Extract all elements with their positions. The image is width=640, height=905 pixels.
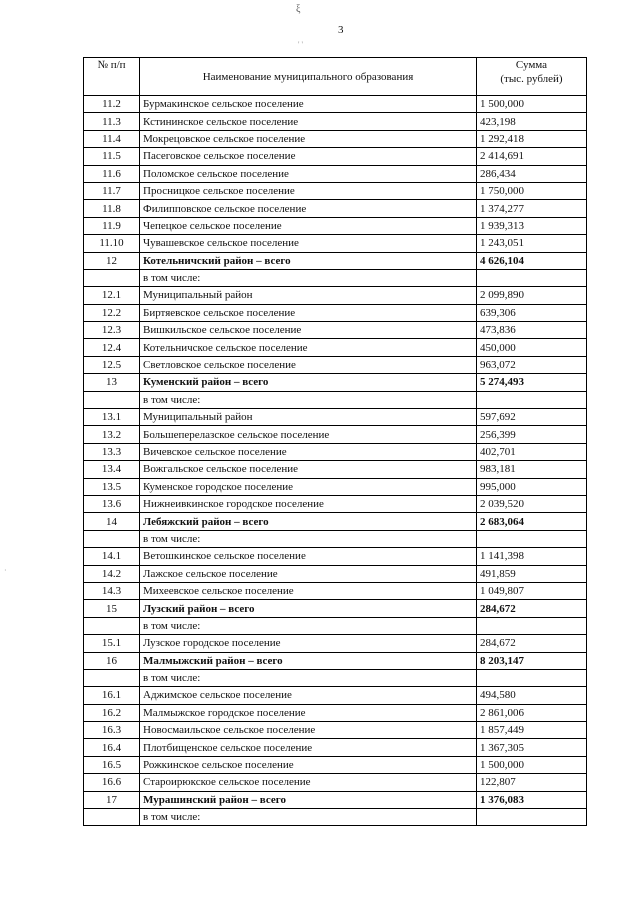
row-name: Филипповское сельское поселение <box>140 200 477 217</box>
row-name: Большеперелазское сельское поселение <box>140 426 477 443</box>
table-row <box>84 739 587 756</box>
row-sum <box>477 391 587 408</box>
table-row <box>84 582 587 599</box>
row-number: 14 <box>84 513 140 530</box>
table-row <box>84 652 587 669</box>
row-number: 16.3 <box>84 722 140 739</box>
row-number: 11.9 <box>84 217 140 234</box>
table-row <box>84 600 587 617</box>
row-sum: 1 367,305 <box>477 739 587 756</box>
row-name: Мокрецовское сельское поселение <box>140 130 477 147</box>
table-row <box>84 182 587 199</box>
row-name: Лузское городское поселение <box>140 635 477 652</box>
table-row <box>84 339 587 356</box>
scan-mark-top: ξ <box>296 4 301 15</box>
row-number: 15 <box>84 600 140 617</box>
row-number: 12.3 <box>84 322 140 339</box>
table-row <box>84 791 587 808</box>
row-sum: 1 500,000 <box>477 96 587 113</box>
row-number: 14.2 <box>84 565 140 582</box>
row-name: в том числе: <box>140 617 477 634</box>
row-name: Котельничский район – всего <box>140 252 477 269</box>
row-name: в том числе: <box>140 669 477 686</box>
row-sum <box>477 809 587 826</box>
row-number <box>84 669 140 686</box>
row-number: 12.1 <box>84 287 140 304</box>
row-name: Светловское сельское поселение <box>140 356 477 373</box>
table-row <box>84 687 587 704</box>
row-number <box>84 269 140 286</box>
row-sum: 2 414,691 <box>477 148 587 165</box>
row-number: 11.2 <box>84 96 140 113</box>
row-sum: 1 376,083 <box>477 791 587 808</box>
row-name: в том числе: <box>140 391 477 408</box>
row-sum: 2 683,064 <box>477 513 587 530</box>
row-number: 11.3 <box>84 113 140 130</box>
row-number: 13.1 <box>84 409 140 426</box>
row-number: 12.2 <box>84 304 140 321</box>
scan-mark-dots: ' ' <box>298 40 303 49</box>
row-number: 16.5 <box>84 756 140 773</box>
row-number: 12.4 <box>84 339 140 356</box>
row-number: 13.3 <box>84 443 140 460</box>
row-sum: 5 274,493 <box>477 374 587 391</box>
row-name: в том числе: <box>140 269 477 286</box>
row-number: 11.5 <box>84 148 140 165</box>
row-sum: 1 243,051 <box>477 235 587 252</box>
row-number: 15.1 <box>84 635 140 652</box>
row-name: Чепецкое сельское поселение <box>140 217 477 234</box>
row-name: Аджимское сельское поселение <box>140 687 477 704</box>
row-number: 16 <box>84 652 140 669</box>
row-sum: 1 750,000 <box>477 182 587 199</box>
table-row <box>84 548 587 565</box>
header-name: Наименование муниципального образования <box>140 58 477 96</box>
row-number: 16.2 <box>84 704 140 721</box>
table-row <box>84 269 587 286</box>
row-name: Рожкинское сельское поселение <box>140 756 477 773</box>
table-row <box>84 443 587 460</box>
municipal-funding-table <box>83 57 587 826</box>
row-name: Плотбищенское сельское поселение <box>140 739 477 756</box>
row-name: Поломское сельское поселение <box>140 165 477 182</box>
row-number <box>84 530 140 547</box>
row-name: Куменское городское поселение <box>140 478 477 495</box>
header-sum <box>477 58 587 96</box>
row-name: Мурашинский район – всего <box>140 791 477 808</box>
row-name: в том числе: <box>140 530 477 547</box>
row-number: 13.5 <box>84 478 140 495</box>
row-number: 11.8 <box>84 200 140 217</box>
table-row <box>84 96 587 113</box>
row-name: Ветошкинское сельское поселение <box>140 548 477 565</box>
row-sum: 284,672 <box>477 635 587 652</box>
row-sum: 2 861,006 <box>477 704 587 721</box>
table-row <box>84 530 587 547</box>
table-row <box>84 130 587 147</box>
header-sum-line1: Сумма <box>515 59 548 71</box>
row-number: 12.5 <box>84 356 140 373</box>
table-row <box>84 809 587 826</box>
row-sum <box>477 530 587 547</box>
page-number: 3 <box>338 24 344 36</box>
row-number: 14.1 <box>84 548 140 565</box>
row-sum: 473,836 <box>477 322 587 339</box>
row-number <box>84 809 140 826</box>
row-name: Нижнеивкинское городское поселение <box>140 495 477 512</box>
row-number: 13 <box>84 374 140 391</box>
table-row <box>84 252 587 269</box>
row-sum: 1 141,398 <box>477 548 587 565</box>
row-name: Муниципальный район <box>140 409 477 426</box>
row-sum: 2 099,890 <box>477 287 587 304</box>
row-name: в том числе: <box>140 809 477 826</box>
header-sum-line2: (тыс. рублей) <box>500 73 563 85</box>
row-number: 11.10 <box>84 235 140 252</box>
row-sum: 639,306 <box>477 304 587 321</box>
scan-mark-left: · <box>4 566 7 575</box>
table-row <box>84 461 587 478</box>
table-row <box>84 148 587 165</box>
row-sum: 983,181 <box>477 461 587 478</box>
row-sum: 963,072 <box>477 356 587 373</box>
row-name: Муниципальный район <box>140 287 477 304</box>
row-name: Вичевское сельское поселение <box>140 443 477 460</box>
row-sum <box>477 269 587 286</box>
table-row <box>84 235 587 252</box>
table-header-row <box>84 58 587 96</box>
row-name: Лажское сельское поселение <box>140 565 477 582</box>
row-sum: 4 626,104 <box>477 252 587 269</box>
row-sum: 8 203,147 <box>477 652 587 669</box>
row-sum: 286,434 <box>477 165 587 182</box>
row-name: Новосмаильское сельское поселение <box>140 722 477 739</box>
row-sum: 1 857,449 <box>477 722 587 739</box>
row-sum: 450,000 <box>477 339 587 356</box>
table-row <box>84 756 587 773</box>
table-row <box>84 478 587 495</box>
table-row <box>84 426 587 443</box>
table-row <box>84 669 587 686</box>
row-number: 16.4 <box>84 739 140 756</box>
row-sum: 122,807 <box>477 774 587 791</box>
row-name: Лебяжский район – всего <box>140 513 477 530</box>
row-number: 13.4 <box>84 461 140 478</box>
table-row <box>84 774 587 791</box>
table-row <box>84 217 587 234</box>
row-number: 11.6 <box>84 165 140 182</box>
row-sum: 402,701 <box>477 443 587 460</box>
row-name: Староирюкское сельское поселение <box>140 774 477 791</box>
row-sum: 1 939,313 <box>477 217 587 234</box>
row-name: Просницкое сельское поселение <box>140 182 477 199</box>
row-name: Вишкильское сельское поселение <box>140 322 477 339</box>
table-row <box>84 565 587 582</box>
table-body <box>84 96 587 826</box>
row-sum: 1 500,000 <box>477 756 587 773</box>
row-sum: 2 039,520 <box>477 495 587 512</box>
row-name: Малмыжское городское поселение <box>140 704 477 721</box>
row-number: 11.4 <box>84 130 140 147</box>
row-sum: 284,672 <box>477 600 587 617</box>
row-name: Пасеговское сельское поселение <box>140 148 477 165</box>
row-number <box>84 617 140 634</box>
row-sum: 494,580 <box>477 687 587 704</box>
row-number: 12 <box>84 252 140 269</box>
row-sum: 491,859 <box>477 565 587 582</box>
row-name: Вожгальское сельское поселение <box>140 461 477 478</box>
row-sum: 597,692 <box>477 409 587 426</box>
row-name: Кстининское сельское поселение <box>140 113 477 130</box>
row-number: 17 <box>84 791 140 808</box>
table-row <box>84 704 587 721</box>
table-row <box>84 391 587 408</box>
row-sum: 423,198 <box>477 113 587 130</box>
row-number <box>84 391 140 408</box>
row-number: 13.2 <box>84 426 140 443</box>
row-name: Бурмакинское сельское поселение <box>140 96 477 113</box>
row-name: Лузский район – всего <box>140 600 477 617</box>
table-row <box>84 617 587 634</box>
table-row <box>84 722 587 739</box>
row-name: Куменский район – всего <box>140 374 477 391</box>
table-row <box>84 113 587 130</box>
row-name: Биртяевское сельское поселение <box>140 304 477 321</box>
table-row <box>84 495 587 512</box>
row-name: Чувашевское сельское поселение <box>140 235 477 252</box>
table-row <box>84 304 587 321</box>
row-number: 16.6 <box>84 774 140 791</box>
row-number: 11.7 <box>84 182 140 199</box>
row-sum <box>477 617 587 634</box>
table-row <box>84 513 587 530</box>
table-row <box>84 287 587 304</box>
row-number: 16.1 <box>84 687 140 704</box>
row-name: Малмыжский район – всего <box>140 652 477 669</box>
header-number: № п/п <box>84 58 140 96</box>
row-sum: 1 292,418 <box>477 130 587 147</box>
table-row <box>84 356 587 373</box>
table-row <box>84 322 587 339</box>
table-row <box>84 200 587 217</box>
row-sum: 995,000 <box>477 478 587 495</box>
row-name: Котельничское сельское поселение <box>140 339 477 356</box>
table-row <box>84 409 587 426</box>
row-sum <box>477 669 587 686</box>
row-name: Михеевское сельское поселение <box>140 582 477 599</box>
table-row <box>84 374 587 391</box>
row-number: 13.6 <box>84 495 140 512</box>
table-row <box>84 635 587 652</box>
table-row <box>84 165 587 182</box>
row-number: 14.3 <box>84 582 140 599</box>
row-sum: 1 374,277 <box>477 200 587 217</box>
row-sum: 256,399 <box>477 426 587 443</box>
row-sum: 1 049,807 <box>477 582 587 599</box>
